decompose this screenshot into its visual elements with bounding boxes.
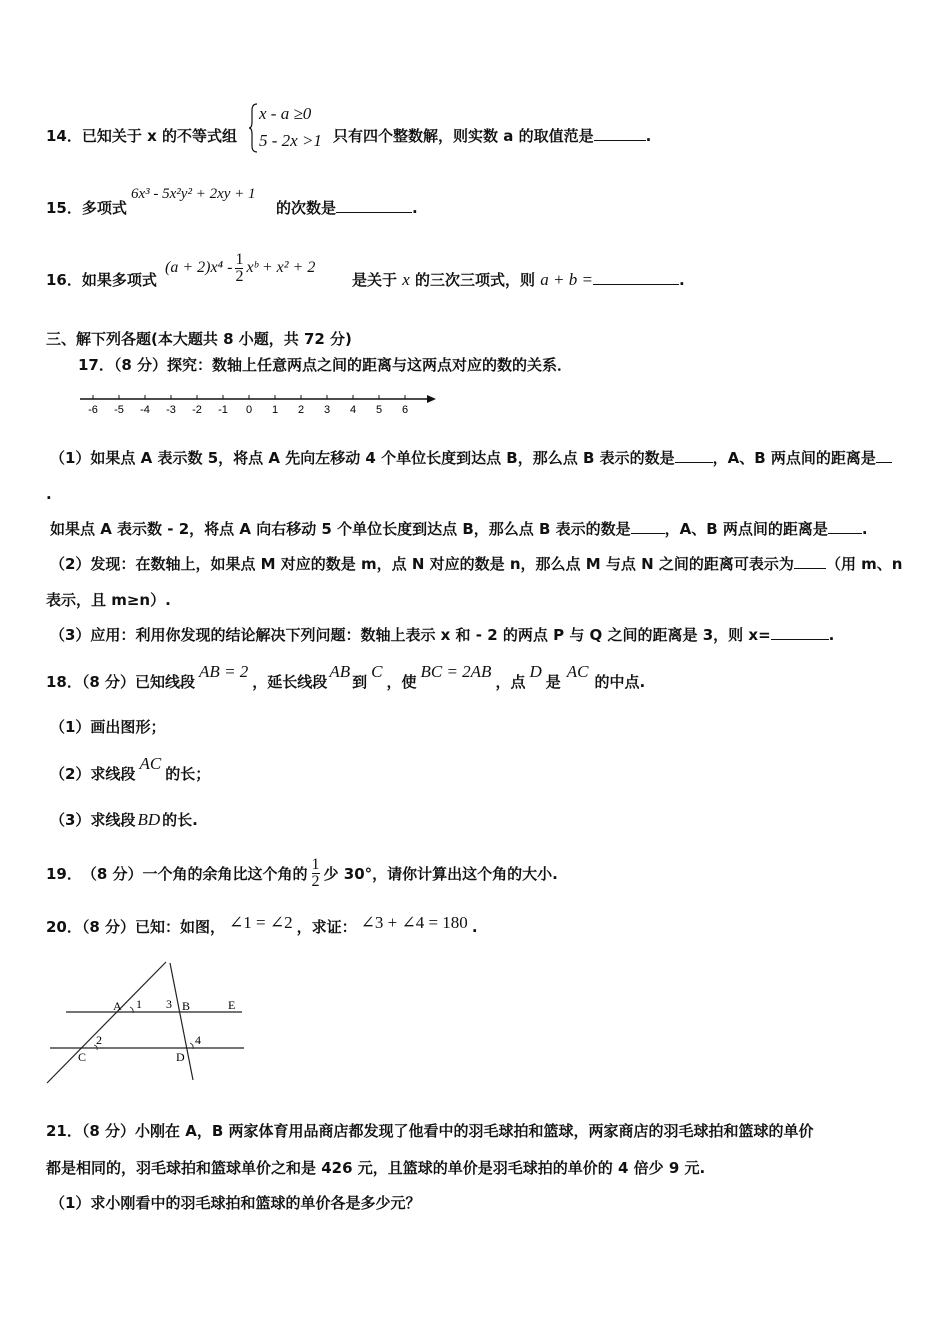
q18-s3a: （3）求线段 [50, 811, 136, 829]
q18-d: D [529, 662, 542, 681]
q16-prefix: 如果多项式 [81, 271, 157, 289]
q18-s3b: 的长. [162, 811, 198, 829]
line-transversal-left [47, 962, 166, 1083]
q17-p1a-text: （1）如果点 A 表示数 5，将点 A 先向左移动 4 个单位长度到达点 B，那么点 B 表示的数是 [50, 449, 675, 467]
q18-t5: 是 [545, 673, 561, 691]
q16-expr-a: (a + 2)x⁴ - [165, 259, 233, 276]
q15-answer-blank[interactable] [336, 198, 412, 213]
q17-part1-line1-end: . [46, 485, 52, 503]
q20-angle-eq: ∠1 = ∠2 [229, 913, 293, 932]
question-16 [46, 270, 157, 290]
label-E: E [228, 998, 236, 1012]
q18-s2a: （2）求线段 [50, 765, 136, 783]
tick-label: -1 [218, 404, 228, 416]
q17-p2a-text: （2）发现：在数轴上，如果点 M 对应的数是 m，点 N 对应的数是 n，那么点 M 与点 N 之间的距离可表示为 [50, 555, 794, 573]
q18-bc-eq-2ab: BC = 2AB [420, 662, 492, 681]
q16-expr-b: xᵇ + x² + 2 [246, 259, 316, 276]
q16-ab: a + b = [540, 270, 593, 289]
q18-ab-eq-2: AB = 2 [199, 662, 249, 681]
question-20 [46, 913, 478, 937]
q18-c: C [371, 662, 383, 681]
q16-suffix-line [352, 270, 685, 290]
q14-inequality-1: x - a ≥0 [259, 104, 312, 123]
q17-p1a-blank-2[interactable] [876, 448, 892, 463]
q21-line3: （1）求小刚看中的羽毛球拍和篮球的单价各是多少元？ [50, 1194, 421, 1212]
q14-suffix: 只有四个整数解，则实数 a 的取值范是 [333, 127, 594, 145]
q18-s3-bd: BD [137, 810, 161, 829]
brace-icon [249, 102, 259, 154]
q17-part1-line2 [50, 519, 868, 539]
q18-number: 18． [46, 673, 82, 691]
tick-label: 2 [297, 404, 305, 416]
q17-p3-text: （3）应用：利用你发现的结论解决下列问题：数轴上表示 x 和 - 2 的两点 P 与 Q 之间的距离是 3，则 x= [50, 626, 771, 644]
q18-ac: AC [566, 662, 589, 681]
q17-p2-blank[interactable] [794, 554, 826, 569]
tick-label: -6 [88, 404, 98, 416]
q17-title: 17．（8 分）探究：数轴上任意两点之间的距离与这两点对应的数的关系． [78, 356, 573, 374]
q20-end: . [471, 918, 478, 936]
q20-t1: ，求证： [296, 918, 357, 936]
q16-mid: 是关于 [352, 271, 398, 289]
label-A: A [113, 999, 122, 1013]
label-1: 1 [136, 997, 142, 1011]
q14-number: 14． [46, 127, 82, 145]
q17-p3-blank[interactable] [771, 625, 829, 640]
q18-t6: 的中点. [594, 673, 646, 691]
q18-prefix: （8 分）已知线段 [81, 673, 196, 691]
q16-end: . [678, 271, 685, 289]
q17-p1b-blank-1[interactable] [631, 519, 665, 534]
q19-frac-numerator: 1 [311, 856, 320, 873]
q20-figure [42, 955, 252, 1095]
label-D: D [176, 1050, 185, 1064]
number-line [76, 388, 446, 424]
q16-polynomial [165, 246, 315, 290]
label-3: 3 [166, 997, 172, 1011]
q18-sub1: （1）画出图形； [50, 718, 166, 736]
q14-answer-blank[interactable] [594, 126, 646, 141]
q20-prefix: （8 分）已知：如图， [81, 918, 226, 936]
q14-end: . [645, 127, 652, 145]
q18-sub2 [50, 754, 211, 784]
q17-p1b-mid: ，A、B 两点间的距离是 [664, 520, 828, 538]
q20-number: 20． [46, 918, 82, 936]
q16-frac-denominator: 2 [235, 267, 244, 285]
tick-label: -5 [114, 404, 124, 416]
question-18 [46, 662, 646, 692]
q16-answer-blank[interactable] [593, 270, 679, 285]
q19-frac-denominator: 2 [311, 873, 320, 890]
label-4: 4 [195, 1033, 201, 1047]
tick-label: 4 [349, 404, 357, 416]
tick-label: 3 [323, 404, 331, 416]
q15-end: . [412, 199, 418, 217]
q16-frac-numerator: 1 [235, 250, 244, 268]
q14-prefix: 已知关于 x 的不等式组 [81, 127, 237, 145]
tick-label: -3 [166, 404, 176, 416]
q19-fraction-half [312, 857, 320, 890]
q17-part3 [50, 625, 834, 645]
q14-suffix-line [333, 126, 651, 146]
q17-p1b-blank-2[interactable] [828, 519, 862, 534]
q17-p1a-blank-1[interactable] [675, 448, 713, 463]
q17-p1a-mid: ，A、B 两点间的距离是 [712, 449, 876, 467]
q19-prefix: （8 分）一个角的余角比这个角的 [81, 864, 308, 883]
q20-angle-sum: ∠3 + ∠4 = 180 [360, 913, 468, 932]
question-14 [46, 126, 237, 146]
q14-inequality-system [249, 102, 333, 154]
question-15 [46, 198, 127, 218]
q21-line1: 21．（8 分）小刚在 A，B 两家体育用品商店都发现了他看中的羽毛球拍和篮球，两家商店的羽毛球拍和篮球的单价 [46, 1122, 814, 1140]
q16-fraction-half [235, 252, 243, 285]
tick-label: -4 [140, 404, 150, 416]
label-C: C [78, 1050, 87, 1064]
q17-part2-line1 [50, 554, 902, 574]
q17-p1b-text: 如果点 A 表示数 - 2，将点 A 向右移动 5 个单位长度到达点 B，那么点 B 表示的数是 [50, 520, 631, 538]
q15-suffix: 的次数是 [276, 199, 337, 217]
q19-number: 19． [46, 864, 82, 883]
q18-t3: ，使 [386, 673, 417, 691]
tick-label: 0 [245, 404, 253, 416]
q16-var: x [402, 270, 410, 289]
q15-number: 15． [46, 199, 82, 217]
q17-part2-line2: 表示，且 m≥n）. [46, 591, 171, 609]
tick-label: -2 [192, 404, 202, 416]
q18-s2-ac: AC [139, 754, 162, 773]
q19-suffix: 少 30°，请你计算出这个角的大小. [323, 864, 558, 883]
label-B: B [182, 999, 191, 1013]
q18-t1: ，延长线段 [252, 673, 328, 691]
q17-p1b-end: . [861, 520, 868, 538]
label-2: 2 [96, 1033, 102, 1047]
tick-label: 5 [375, 404, 383, 416]
q16-number: 16． [46, 271, 82, 289]
q17-p3-end: . [828, 626, 835, 644]
q15-prefix: 多项式 [81, 199, 127, 217]
q17-part1-line1 [50, 448, 892, 468]
tick-label: 6 [401, 404, 409, 416]
q17-p2a-end: （用 m、n [825, 555, 903, 573]
tick-label: 1 [271, 404, 279, 416]
q18-ab: AB [329, 662, 351, 681]
q18-s2b: 的长； [165, 765, 211, 783]
q21-line2: 都是相同的，羽毛球拍和篮球单价之和是 426 元，且篮球的单价是羽毛球拍的单价的 4 倍少 9 元. [46, 1159, 706, 1177]
q18-sub3 [50, 810, 198, 830]
q16-suffix: 的三次三项式，则 [415, 271, 536, 289]
q18-t4: ，点 [495, 673, 526, 691]
question-19 [46, 857, 558, 890]
q18-t2: 到 [352, 673, 368, 691]
section-3-heading: 三、解下列各题(本大题共 8 小题，共 72 分) [46, 330, 352, 348]
q14-inequality-2: 5 - 2x >1 [259, 131, 322, 150]
q15-suffix-line [276, 198, 418, 218]
q15-polynomial: 6x³ - 5x²y² + 2xy + 1 [131, 186, 256, 202]
